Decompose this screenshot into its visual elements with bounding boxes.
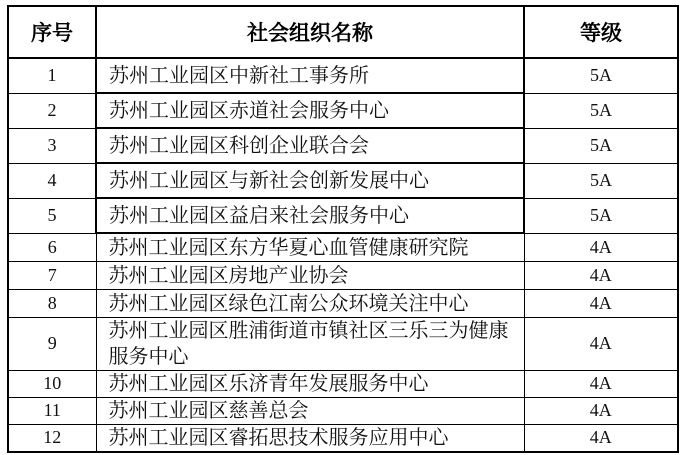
- grade-cell: 4A: [524, 290, 678, 318]
- table-row: [8, 262, 678, 290]
- grade-cell: 4A: [524, 262, 678, 290]
- org-name-cell: 苏州工业园区益启来社会服务中心: [96, 198, 524, 233]
- table-row: [8, 198, 678, 233]
- col-header-grade: 等级: [524, 6, 678, 58]
- row-number-cell: 11: [8, 398, 96, 425]
- row-number-cell: 7: [8, 262, 96, 290]
- org-name-cell: 苏州工业园区乐济青年发展服务中心: [96, 371, 524, 398]
- org-name-cell: 苏州工业园区与新社会创新发展中心: [96, 163, 524, 198]
- row-number-cell: 4: [8, 163, 96, 198]
- org-name-cell: 苏州工业园区中新社工事务所: [96, 58, 524, 93]
- grade-cell: 5A: [524, 93, 678, 128]
- table-row: [8, 128, 678, 163]
- grade-cell: 4A: [524, 425, 678, 453]
- org-name-cell: 苏州工业园区绿色江南公众环境关注中心: [96, 290, 524, 318]
- row-number-cell: 10: [8, 371, 96, 398]
- table-row: [8, 290, 678, 318]
- row-number-cell: 1: [8, 58, 96, 93]
- org-name-cell: 苏州工业园区慈善总会: [96, 398, 524, 425]
- col-header-index: 序号: [8, 6, 96, 58]
- table-row: [8, 93, 678, 128]
- row-number-cell: 2: [8, 93, 96, 128]
- col-header-name: 社会组织名称: [96, 6, 524, 58]
- table-row: [8, 233, 678, 262]
- table-header-row: [8, 6, 678, 58]
- table-row: [8, 58, 678, 93]
- grade-cell: 5A: [524, 58, 678, 93]
- org-name-cell: 苏州工业园区赤道社会服务中心: [96, 93, 524, 128]
- org-name-cell: 苏州工业园区科创企业联合会: [96, 128, 524, 163]
- table-row: [8, 163, 678, 198]
- social-organizations-table: [7, 5, 679, 453]
- grade-cell: 4A: [524, 371, 678, 398]
- row-number-cell: 6: [8, 233, 96, 262]
- row-number-cell: 12: [8, 425, 96, 453]
- table-row: [8, 425, 678, 453]
- row-number-cell: 5: [8, 198, 96, 233]
- row-number-cell: 9: [8, 318, 96, 371]
- org-name-cell: 苏州工业园区胜浦街道市镇社区三乐三为健康服务中心: [96, 318, 524, 371]
- grade-cell: 5A: [524, 198, 678, 233]
- org-name-cell: 苏州工业园区房地产业协会: [96, 262, 524, 290]
- org-name-cell: 苏州工业园区睿拓思技术服务应用中心: [96, 425, 524, 453]
- grade-cell: 5A: [524, 128, 678, 163]
- org-name-cell: 苏州工业园区东方华夏心血管健康研究院: [96, 233, 524, 262]
- table-row: [8, 371, 678, 398]
- grade-cell: 4A: [524, 233, 678, 262]
- row-number-cell: 3: [8, 128, 96, 163]
- grade-cell: 4A: [524, 318, 678, 371]
- row-number-cell: 8: [8, 290, 96, 318]
- table-row: [8, 318, 678, 371]
- grade-cell: 5A: [524, 163, 678, 198]
- table-row: [8, 398, 678, 425]
- grade-cell: 4A: [524, 398, 678, 425]
